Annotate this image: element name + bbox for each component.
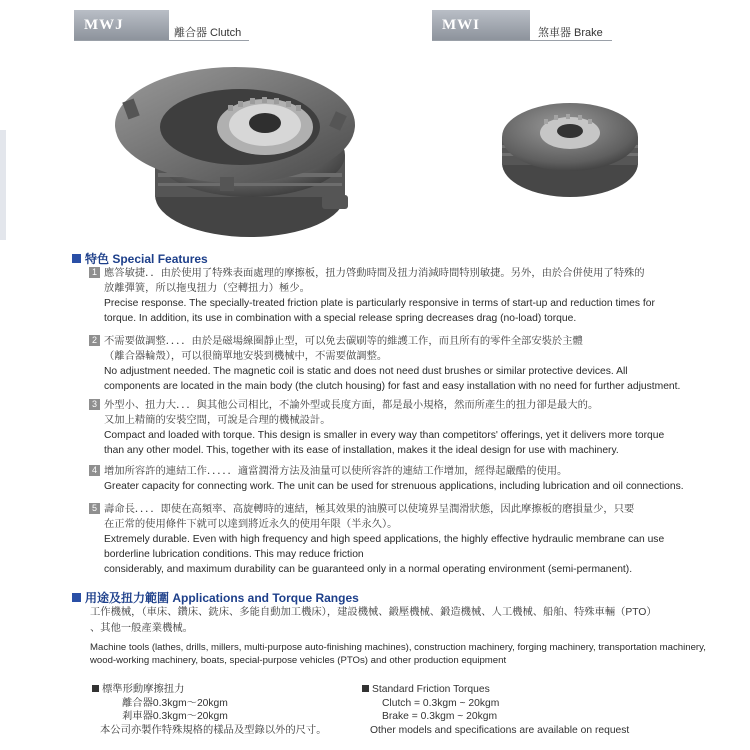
bullet-icon xyxy=(92,685,99,692)
brake-code: MWI xyxy=(432,10,530,40)
feature-item xyxy=(84,398,724,458)
torque-brake-en: Brake = 0.3kgm ~ 20kgm xyxy=(382,711,498,722)
torque-clutch-en: Clutch = 0.3kgm ~ 20kgm xyxy=(382,697,500,709)
clutch-photo xyxy=(100,45,355,245)
feature-text-en: Precise response. The specially-treated friction plate is particularly responsive in terms of start-up and reduction times for torque. In addition, its use in combination with a special release spring decreases drag (no-load) torque. xyxy=(104,298,655,324)
bullet-icon xyxy=(362,685,369,692)
feature-number: 5 xyxy=(89,503,100,514)
feature-text-zh: 外型小、扭力大．．．與其他公司相比，不論外型或長度方面，都是最小規格，然而所產生的扭力卻是最大的。 又加上精簡的安裝空間，可說是合理的機械設計。 xyxy=(104,400,599,426)
feature-text-en: No adjustment needed. The magnetic coil is static and does not need dust brushes or similar protective devices. All components are located in the main body (the clutch housing) for fast and easy installation with no need for further adjustment. xyxy=(104,366,681,392)
feature-number: 2 xyxy=(89,335,100,346)
clutch-tab xyxy=(74,10,249,40)
heading-square-icon xyxy=(72,254,81,263)
feature-text-en: Greater capacity for connecting work. The unit can be used for strenuous applications, including lubrication and oil connections. xyxy=(104,481,684,492)
feature-text-zh: 應答敏捷．．由於使用了特殊表面處理的摩擦板，扭力啓動時間及扭力消減時間特別敏捷。另外，由於合併使用了特殊的 放離彈簧，所以拖曳扭力（空轉扭力）極少。 xyxy=(104,268,645,294)
brake-tab xyxy=(432,10,612,40)
brake-photo xyxy=(490,75,650,205)
feature-text-en: Extremely durable. Even with high frequency and high speed applications, the highly effective hydraulic membrane can use borderline lubrication conditions. This may reduce friction considerably, and maximum durability can be guaranteed only in a normal operating environment (semi-permanent). xyxy=(104,534,665,575)
applications-text-zh: 工作機械，（車床、鑽床、銑床、多能自動加工機床），建設機械、鍛壓機械、鍛造機械、人工機械、船舶、特殊車輛（PTO） 、其他一般產業機械。 xyxy=(90,607,657,634)
torque-block-en xyxy=(362,683,629,737)
feature-text-zh: 不需要做調整．．．．由於是磁場線圈靜止型，可以免去碳刷等的維護工作，而且所有的零件全部安裝於主體 （離合器輪殼），可以很簡單地安裝到機械中，不需要做調整。 xyxy=(104,336,583,362)
features-heading-text: 特色 Special Features xyxy=(85,252,208,266)
applications-heading xyxy=(72,589,359,606)
feature-number: 4 xyxy=(89,465,100,476)
feature-text-en: Compact and loaded with torque. This design is smaller in every way than competitors' offerings, yet it delivers more torque than any other model. This, together with its ease of installation, makes it the ideal design for use with machinery. xyxy=(104,430,665,456)
applications-text-en: Machine tools (lathes, drills, millers, multi-purpose auto-finishing machines), construction machinery, forging machinery, transportation machinery, wood-working machinery, boats, special-purpose vehicles (PTOs) and other production equipment xyxy=(90,642,706,666)
torque-note-zh: 本公司亦製作特殊規格的樣品及型錄以外的尺寸。 xyxy=(100,724,327,736)
feature-item xyxy=(84,334,724,394)
feature-item xyxy=(84,266,724,326)
brake-label: 煞車器 Brake xyxy=(538,27,603,39)
feature-number: 3 xyxy=(89,399,100,410)
clutch-code: MWJ xyxy=(74,10,169,40)
torque-title-zh: 標準形動摩擦扭力 xyxy=(102,684,185,695)
margin-strip xyxy=(0,130,6,240)
torque-brake-zh: 剎車器0.3kgm～20kgm xyxy=(122,711,228,722)
torque-note-en: Other models and specifications are available on request xyxy=(370,724,630,736)
applications-heading-text: 用途及扭力範圍 Applications and Torque Ranges xyxy=(85,591,359,605)
features-heading xyxy=(72,250,208,267)
torque-block-zh xyxy=(92,683,327,737)
torque-title-en: Standard Friction Torques xyxy=(372,684,490,695)
feature-item xyxy=(84,464,724,494)
heading-square-icon xyxy=(72,593,81,602)
feature-text-zh: 壽命長．．．．即使在高頻率、高旋轉時的連結，極其效果的油膜可以使境界呈潤滑狀態，因此摩擦板的磨損量少，只要 在正常的使用條件下就可以達到將近永久的使用年限（半永久）。 xyxy=(104,504,635,530)
clutch-tab-rule xyxy=(74,40,249,41)
brake-tab-rule xyxy=(432,40,612,41)
clutch-label: 離合器 Clutch xyxy=(174,27,242,39)
feature-number: 1 xyxy=(89,267,100,278)
feature-item xyxy=(84,502,724,577)
feature-text-zh: 增加所容許的連結工作．．．．．適當潤滑方法及油量可以使所容許的連結工作增加，經得起嚴酷的使用。 xyxy=(104,466,568,477)
torque-clutch-zh: 離合器0.3kgm～20kgm xyxy=(122,697,228,709)
